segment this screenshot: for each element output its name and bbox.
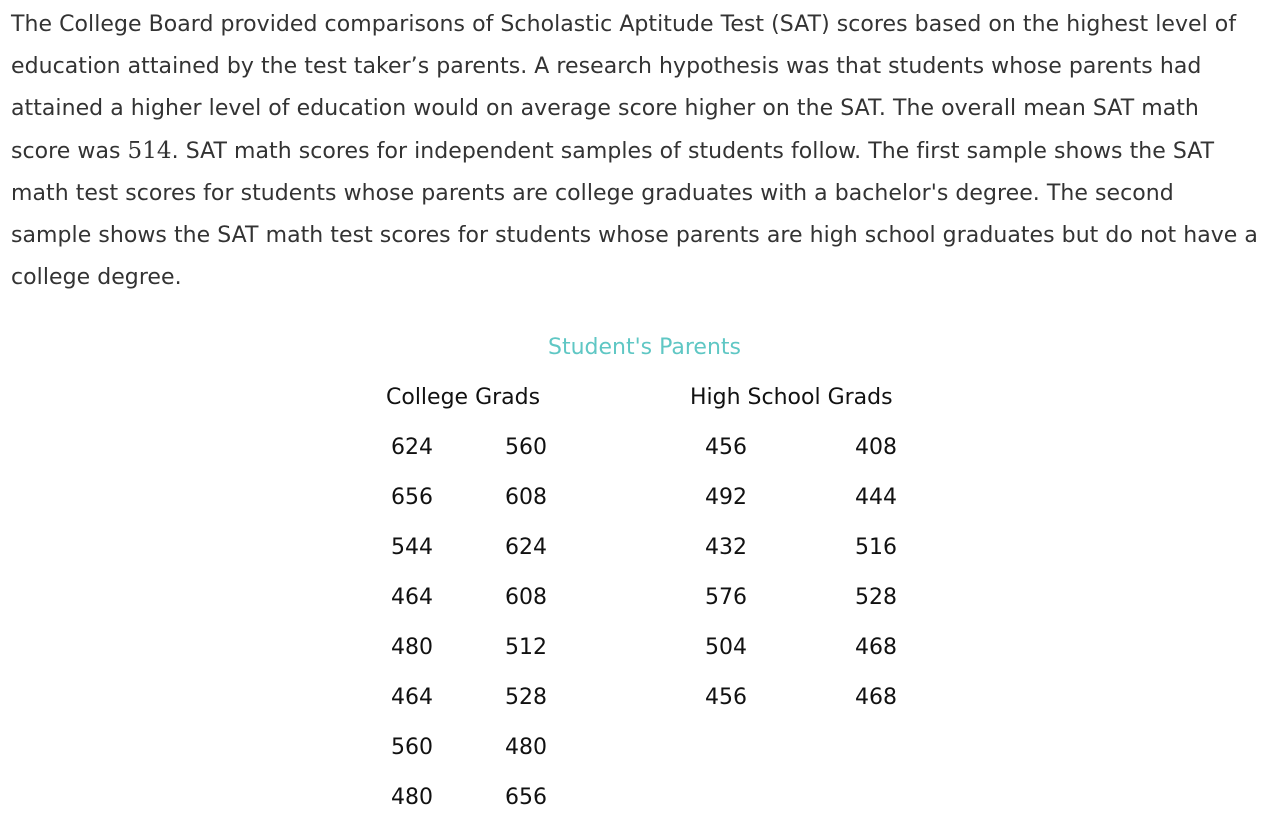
score-cell: 516 xyxy=(855,535,897,560)
score-cell: 464 xyxy=(391,585,433,610)
score-cell: 608 xyxy=(505,585,547,610)
score-cell: 456 xyxy=(705,685,747,710)
score-cell: 656 xyxy=(391,485,433,510)
college-grads-header: College Grads xyxy=(386,385,541,410)
score-cell: 480 xyxy=(391,635,433,660)
score-cell: 624 xyxy=(505,535,547,560)
high-school-grads-column-2 xyxy=(836,433,916,733)
high-school-grads-column-1 xyxy=(686,433,766,733)
score-cell: 492 xyxy=(705,485,747,510)
score-cell: 432 xyxy=(705,535,747,560)
score-cell: 560 xyxy=(391,735,433,760)
college-grads-column-2 xyxy=(486,433,566,833)
score-cell: 464 xyxy=(391,685,433,710)
problem-statement xyxy=(11,4,1261,299)
college-grads-column-1 xyxy=(372,433,452,833)
score-cell: 468 xyxy=(855,685,897,710)
problem-text-part-1: The College Board provided comparisons of Scholastic Aptitude Test (SAT) scores based on the highest level of education attained by the test taker’s parents. A research hypothesis was that students whose parents had attained a higher level of education would on average score higher on the SAT. The overall mean SAT math score was xyxy=(11,12,1237,164)
score-cell: 528 xyxy=(505,685,547,710)
overall-mean-value: 514 xyxy=(127,138,172,164)
score-cell: 656 xyxy=(505,785,547,810)
high-school-grads-header: High School Grads xyxy=(690,385,893,410)
score-cell: 468 xyxy=(855,635,897,660)
score-cell: 456 xyxy=(705,435,747,460)
problem-text-part-2: . SAT math scores for independent samples of students follow. The first sample shows the SAT math test scores for students whose parents are college graduates with a bachelor's degree. The second sample shows the SAT math test scores for students whose parents are high school graduates but do not have a college degree. xyxy=(11,139,1258,290)
table-title: Student's Parents xyxy=(548,335,741,360)
score-cell: 480 xyxy=(391,785,433,810)
score-cell: 504 xyxy=(705,635,747,660)
score-cell: 544 xyxy=(391,535,433,560)
score-cell: 444 xyxy=(855,485,897,510)
score-cell: 408 xyxy=(855,435,897,460)
score-cell: 528 xyxy=(855,585,897,610)
score-cell: 608 xyxy=(505,485,547,510)
score-cell: 480 xyxy=(505,735,547,760)
score-cell: 560 xyxy=(505,435,547,460)
score-cell: 512 xyxy=(505,635,547,660)
score-cell: 576 xyxy=(705,585,747,610)
score-cell: 624 xyxy=(391,435,433,460)
